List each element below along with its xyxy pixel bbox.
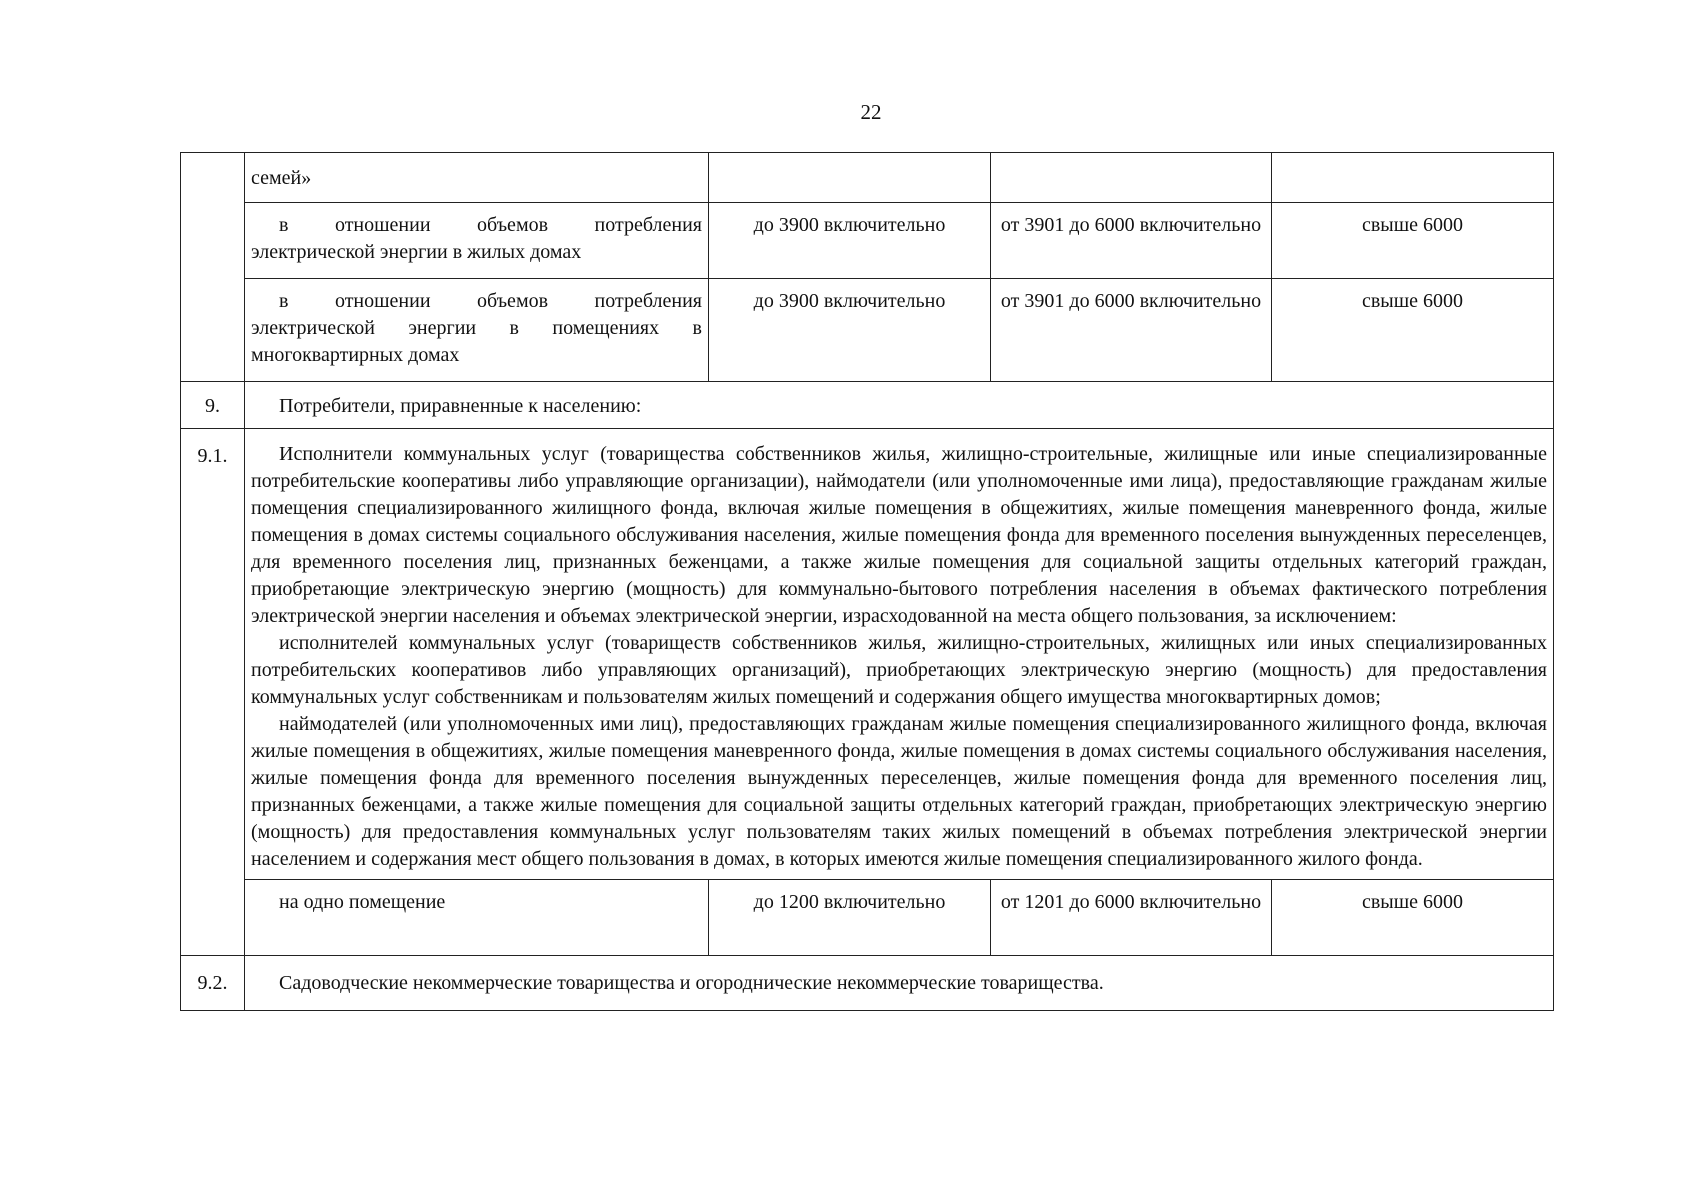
- paragraph: исполнителей коммунальных услуг (товариществ собственников жилья, жилищно-строительных, жилищных или иных специализированных потребительских кооперативов либо управляющих организаций), приобретающих электрическую энергию (мощность) для предоставления коммунальных услуг собственникам и пользователям жилых помещений и содержания общего имущества многоквартирных домов;: [251, 632, 1547, 708]
- value-cell: до 3900 включительно: [709, 279, 991, 382]
- section-number: 9.: [181, 382, 245, 429]
- row-description: в отношении объемов потребления электрической энергии в помещениях в многоквартирных домах: [245, 279, 709, 382]
- tariff-table: [180, 152, 1554, 1011]
- value-cell: [991, 153, 1272, 203]
- row-description: в отношении объемов потребления электрической энергии в жилых домах: [245, 203, 709, 279]
- paragraph: Исполнители коммунальных услуг (товарищества собственников жилья, жилищно-строительные, жилищные или иные специализированные потребительские кооперативы либо управляющие организации), наймодатели (или уполномоченные ими лица), предоставляющие гражданам жилые помещения специализированного жилищного фонда, включая жилые помещения в общежитиях, жилые помещения маневренного фонда, жилые помещения в домах системы социального обслуживания населения, жилые помещения фонда для временного поселения вынужденных переселенцев, для временного поселения лиц, признанных беженцами, а также жилые помещения для социальной защиты отдельных категорий граждан, приобретающие электрическую энергию (мощность) для коммунально-бытового потребления населения в объемах фактического потребления электрической энергии населения и объемах электрической энергии, израсходованной на места общего пользования, за исключением:: [251, 443, 1547, 627]
- value-cell: свыше 6000: [1272, 203, 1554, 279]
- page-number: 22: [860, 100, 882, 124]
- table-row: [181, 382, 1554, 429]
- section-title: Садоводческие некоммерческие товарищества и огороднические некоммерческие товарищества.: [245, 956, 1554, 1011]
- value-cell: от 1201 до 6000 включительно: [991, 880, 1272, 956]
- row-description: на одно помещение: [245, 880, 709, 956]
- number-cell: [181, 153, 245, 382]
- table-row: [181, 429, 1554, 880]
- table-row: [181, 279, 1554, 382]
- value-cell: до 3900 включительно: [709, 203, 991, 279]
- table-row: [181, 153, 1554, 203]
- section-number: 9.1.: [181, 429, 245, 956]
- table-row: [181, 880, 1554, 956]
- value-cell: от 3901 до 6000 включительно: [991, 203, 1272, 279]
- section-title: Потребители, приравненные к населению:: [245, 382, 1554, 429]
- value-cell: [709, 153, 991, 203]
- row-description: семей»: [245, 153, 709, 203]
- section-text: [245, 429, 1554, 880]
- value-cell: свыше 6000: [1272, 880, 1554, 956]
- value-cell: свыше 6000: [1272, 279, 1554, 382]
- paragraph: наймодателей (или уполномоченных ими лиц), предоставляющих гражданам жилые помещения специализированного жилищного фонда, включая жилые помещения в общежитиях, жилые помещения маневренного фонда, жилые помещения в домах системы социального обслуживания населения, жилые помещения фонда для временного поселения вынужденных переселенцев, жилые помещения фонда для временного поселения лиц, признанных беженцами, а также жилые помещения для социальной защиты отдельных категорий граждан, приобретающих электрическую энергию (мощность) для предоставления коммунальных услуг пользователям таких жилых помещений в объемах потребления электрической энергии населением и содержания мест общего пользования в домах, в которых имеются жилые помещения специализированного жилого фонда.: [251, 713, 1547, 870]
- value-cell: до 1200 включительно: [709, 880, 991, 956]
- value-cell: от 3901 до 6000 включительно: [991, 279, 1272, 382]
- value-cell: [1272, 153, 1554, 203]
- table-row: [181, 203, 1554, 279]
- table-row: [181, 956, 1554, 1011]
- section-number: 9.2.: [181, 956, 245, 1011]
